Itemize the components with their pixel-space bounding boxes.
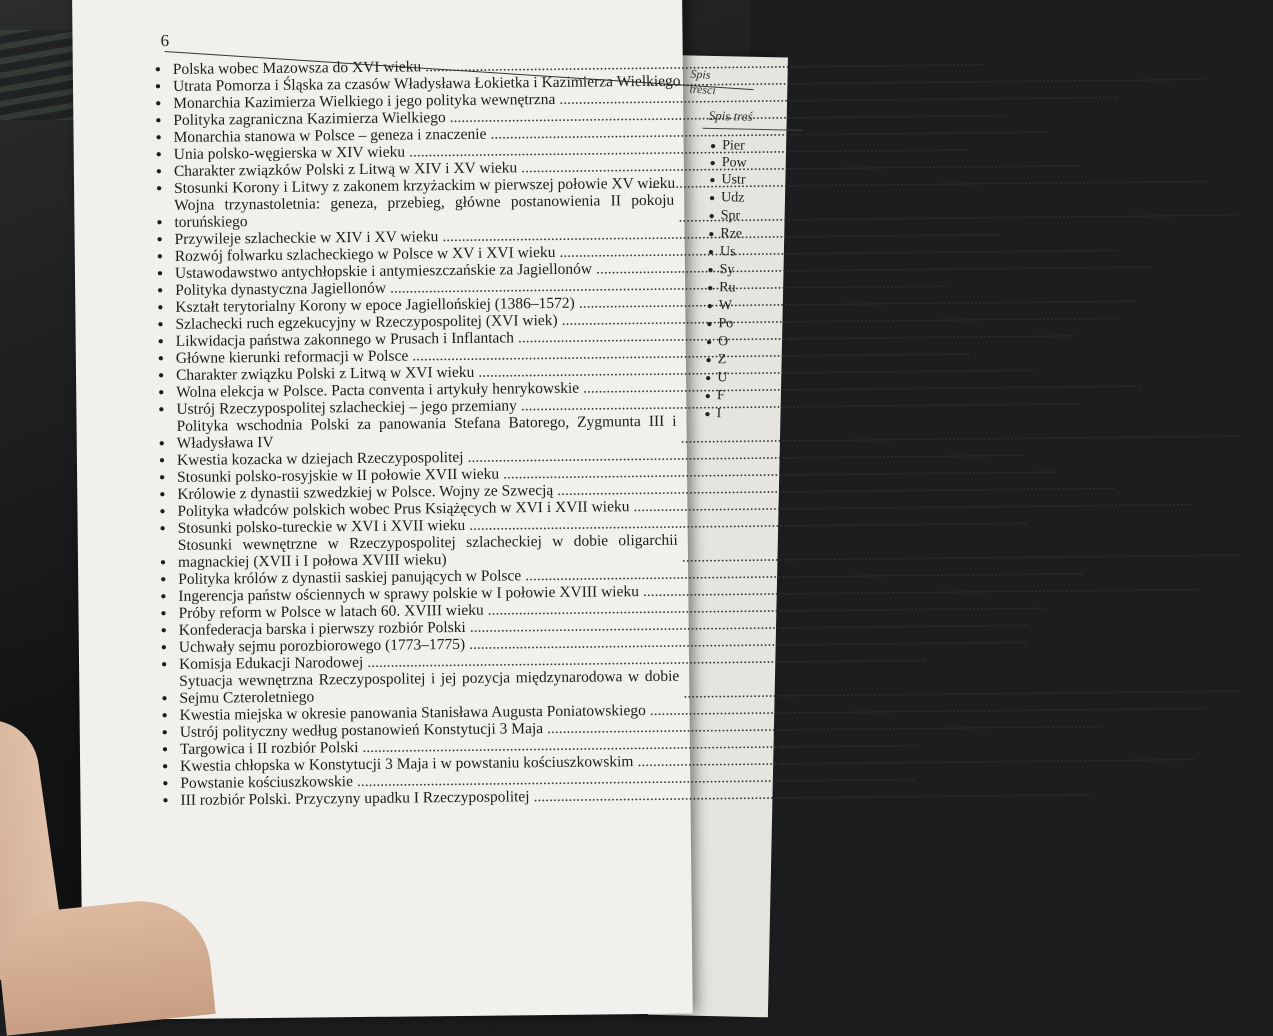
bullet-icon: ● xyxy=(160,625,167,637)
toc-entry-page: 130 xyxy=(1031,629,1056,647)
bullet-icon: ● xyxy=(160,591,167,603)
bullet-icon: ● xyxy=(156,268,164,280)
toc-entry-title: Komisja Edukacji Narodowej xyxy=(178,653,364,673)
toc-entry-page: 138 xyxy=(1109,713,1134,732)
toc-entry-page: 81 xyxy=(1149,288,1165,306)
right-page-line: ● Rze xyxy=(708,226,743,242)
toc-entry-title: Likwidacja państwa zakonnego w Prusach i Inflantach xyxy=(175,329,515,350)
bullet-icon: ● xyxy=(156,251,163,263)
toc-entry-page: 57 xyxy=(1020,102,1036,121)
toc-entry-title: Targowica i II rozbiór Polski xyxy=(179,739,359,758)
toc-entry-page: 142 xyxy=(925,732,949,751)
toc-entry-title: Stosunki wewnętrzne w Rzeczypospolitej szlacheckiej w dobie oligarchii magnackiej (XVII i I połowa XVIII wieku) xyxy=(177,531,678,571)
toc-entry-title: Konfederacja barska i pierwszy rozbiór Polski xyxy=(178,618,466,639)
toc-entry-title: Charakter związku Polski z Litwą w XVI wieku xyxy=(175,363,475,384)
bullet-icon: ● xyxy=(155,115,162,127)
right-page-line: ● W xyxy=(706,298,733,314)
toc-entry-title: Królowie z dynastii szwedzkiej w Polsce. Wojny ze Szwecją xyxy=(177,481,554,503)
toc-entry-page: 127 xyxy=(1032,612,1056,630)
page-number: 6 xyxy=(160,30,170,51)
toc-entry-page: 125 xyxy=(1050,595,1074,613)
toc-entry-page: 53 xyxy=(1129,84,1146,102)
bullet-icon: ● xyxy=(159,523,166,535)
bullet-icon: ● xyxy=(161,693,168,705)
bullet-icon: ● xyxy=(162,761,169,773)
toc-entry-title: Sytuacja wewnętrzna Rzeczypospolitej i jej pozycja międzynarodowa w dobie Sejmu Czteroletniego xyxy=(179,667,680,707)
table-of-contents xyxy=(154,52,1270,809)
bullet-icon: ● xyxy=(159,557,167,569)
toc-entry-page: 114 xyxy=(1032,510,1056,528)
toc-entry-title: Stosunki polsko-rosyjskie w II połowie XVII wieku xyxy=(177,465,500,486)
right-page-line: ● Po xyxy=(706,316,734,332)
bullet-icon: ● xyxy=(161,659,168,671)
right-page-line: ● Pier xyxy=(709,138,745,154)
toc-entry-page: 102 xyxy=(1243,423,1267,441)
bullet-icon: ● xyxy=(162,778,169,790)
toc-entry-title: Rozwój folwarku szlacheckiego w Polsce w XV i XVI wieku xyxy=(174,243,556,265)
toc-entry-page: 98 xyxy=(1091,391,1107,409)
toc-entry-title: Unia polsko-węgierska w XIV wieku xyxy=(173,143,406,163)
toc-entry-title: Powstanie kościuszkowskie xyxy=(180,773,354,792)
bullet-icon: ● xyxy=(156,234,163,246)
bullet-icon: ● xyxy=(161,727,168,739)
bullet-icon: ● xyxy=(157,370,165,382)
toc-entry-title: Utrata Pomorza i Śląska za czasów Władysława Łokietka i Kazimierza Wielkiego xyxy=(172,72,681,95)
toc-entry-title: Ustawodawstwo antychłopskie i antymieszczańskie za Jagiellonów xyxy=(174,260,593,282)
bullet-icon: ● xyxy=(158,387,165,399)
bullet-icon: ● xyxy=(156,217,163,229)
running-header: Spis treści xyxy=(689,66,717,98)
right-page-line: ● Ustr xyxy=(709,172,746,188)
toc-entry-title: Uchwały sejmu porozbiorowego (1773–1775) xyxy=(178,635,466,656)
toc-entry-title: Wojna trzynastoletnia: geneza, przebieg, główne postanowienia II pokoju toruńskiego xyxy=(174,191,675,231)
right-page-line: ● Pow xyxy=(709,155,747,171)
toc-entry-title: Szlachecki ruch egzekucyjny w Rzeczypospolitej (XVI wiek) xyxy=(175,311,558,333)
toc-entry-title: Polityka zagraniczna Kazimierza Wielkiego xyxy=(173,109,446,129)
toc-entry-title: Ustrój Rzeczypospolitej szlacheckiej – jego przemiany xyxy=(176,397,517,418)
toc-entry-title: Charakter związków Polski z Litwą w XIV i XV wieku xyxy=(173,159,518,180)
toc-entry-page: 60 xyxy=(1060,119,1077,137)
toc-entry-title: Polityka królów z dynastii saskiej panujących w Polsce xyxy=(178,567,522,588)
toc-entry-page: 148 xyxy=(1096,782,1120,800)
toc-entry-page: 52 xyxy=(1217,66,1234,85)
bullet-icon: ● xyxy=(158,455,166,467)
toc-entry-page: 64 xyxy=(1091,153,1108,171)
right-page-line: ● Us xyxy=(707,244,736,260)
toc-entry-title: Kwestia chłopska w Konstytucji 3 Maja i w powstaniu kościuszkowskim xyxy=(180,753,634,775)
bullet-icon: ● xyxy=(160,574,167,586)
toc-entry-title: Monarchia Kazimierza Wielkiego i jego polityka wewnętrzna xyxy=(173,90,556,112)
bullet-icon: ● xyxy=(160,608,167,620)
toc-entry-page: 122 xyxy=(1205,576,1229,595)
toc-entry-page: 146 xyxy=(919,766,944,785)
right-page-line: ● F xyxy=(704,388,725,404)
toc-entry-page: 108 xyxy=(1065,459,1090,477)
toc-entry-page: 88 xyxy=(1088,323,1105,341)
right-page-line: ● O xyxy=(705,334,729,350)
toc-entry-title: Polska wobec Mazowsza do XVI wieku xyxy=(172,58,422,78)
right-page-line: ● Spr xyxy=(708,208,741,224)
toc-entry-page: 70 xyxy=(1248,202,1265,220)
toc-entry-title: Wolna elekcja w Polsce. Pacta conventa i artykuły henrykowskie xyxy=(176,379,580,401)
toc-entry-page: 136 xyxy=(1212,695,1236,714)
toc-entry-page: 90 xyxy=(982,341,999,359)
toc-entry-page: 117 xyxy=(1245,542,1269,560)
toc-entry-title: Polityka dynastyczna Jagiellonów xyxy=(175,279,387,299)
toc-entry-title: Główne kierunki reformacji w Polsce xyxy=(175,347,409,367)
bullet-icon: ● xyxy=(157,285,164,297)
toc-entry-page: 86 xyxy=(1132,305,1148,323)
bullet-icon: ● xyxy=(155,166,163,178)
toc-entry-page: 145 xyxy=(1200,746,1224,765)
toc-entry-title: Stosunki Korony i Litwy z zakonem krzyżackim w pierwszej połowie XV wieku xyxy=(173,174,676,197)
bullet-icon: ● xyxy=(154,64,161,76)
right-page-header: Spis treś xyxy=(708,107,753,124)
bullet-icon: ● xyxy=(155,149,162,161)
toc-entry-page: 109 xyxy=(1119,475,1144,494)
toc-entry-title: Ustrój polityczny według postanowień Konstytucji 3 Maja xyxy=(179,720,544,741)
right-page-line: ● Z xyxy=(705,352,727,368)
toc-entry-title: Monarchia stanowa w Polsce – geneza i znaczenie xyxy=(173,125,487,146)
toc-entry-page: 61 xyxy=(979,137,996,155)
toc-entry-page: 77 xyxy=(1166,254,1183,272)
bullet-icon: ● xyxy=(161,710,168,722)
bullet-icon: ● xyxy=(159,506,166,518)
hand-thumb xyxy=(0,894,216,1035)
bullet-icon: ● xyxy=(161,744,169,756)
toc-entry-page: 78 xyxy=(960,273,977,291)
bullet-icon: ● xyxy=(155,98,162,110)
toc-entry-page: 120 xyxy=(1087,561,1112,579)
bullet-icon: ● xyxy=(159,489,166,501)
bullet-icon: ● xyxy=(162,795,169,807)
right-page-line: ● U xyxy=(705,370,728,386)
bullet-icon: ● xyxy=(157,319,164,331)
right-page-line: ● I xyxy=(704,406,722,422)
toc-entry-title: Polityka władców polskich wobec Prus Książęcych w XVI i XVII wieku xyxy=(177,498,630,520)
bullet-icon: ● xyxy=(157,336,164,348)
right-page-line: ● Udz xyxy=(708,190,745,206)
toc-entry-page: 50 xyxy=(995,52,1012,70)
right-page-line: ● Sy xyxy=(707,262,735,278)
bullet-icon: ● xyxy=(156,183,163,195)
toc-entry-title: Ingerencja państw ościennych w sprawy polskie w I połowie XVIII wieku xyxy=(178,583,639,605)
toc-entry-page: 133 xyxy=(1246,678,1270,696)
toc-entry-title: III rozbiór Polski. Przyczyny upadku I Rzeczypospolitej xyxy=(180,788,530,809)
toc-entry-page: 96 xyxy=(1153,373,1170,391)
toc-entry-title: Stosunki polsko-tureckie w XVI i XVII wieku xyxy=(177,516,466,537)
bullet-icon: ● xyxy=(154,81,162,93)
toc-entry-page: 75 xyxy=(1129,237,1146,255)
bullet-icon: ● xyxy=(157,302,164,314)
toc-entry-title: Kwestia kozacka w dziejach Rzeczypospolitej xyxy=(176,448,464,469)
toc-entry-page: 132 xyxy=(929,647,954,666)
bullet-icon: ● xyxy=(157,353,164,365)
bullet-icon: ● xyxy=(159,472,166,484)
bullet-icon: ● xyxy=(160,642,167,654)
right-page-line: ● Ru xyxy=(707,280,736,296)
bullet-icon: ● xyxy=(155,132,162,144)
bullet-icon: ● xyxy=(158,404,165,416)
toc-entry-title: Próby reform w Polsce w latach 60. XVIII wieku xyxy=(178,601,484,622)
toc-entry-page: 113 xyxy=(1196,492,1220,510)
toc-entry-page: 72 xyxy=(1012,221,1029,240)
toc-entry-title: Przywileje szlacheckie w XIV i XV wieku xyxy=(174,228,439,248)
toc-entry-title: Kwestia miejska w okresie panowania Stanisława Augusta Poniatowskiego xyxy=(179,702,646,724)
toc-entry-page: 68 xyxy=(1218,168,1235,187)
toc-entry-title: Polityka wschodnia Polski za panowania Stefana Batorego, Zygmunta III i Władysława IV xyxy=(176,412,677,452)
toc-entry-page: 105 xyxy=(1030,442,1054,460)
toc-entry-title: Kształt terytorialny Korony w epoce Jagiellońskiej (1386–1572) xyxy=(175,294,575,316)
toc-entry-page: 94 xyxy=(1048,357,1065,375)
bullet-icon: ● xyxy=(158,438,165,450)
